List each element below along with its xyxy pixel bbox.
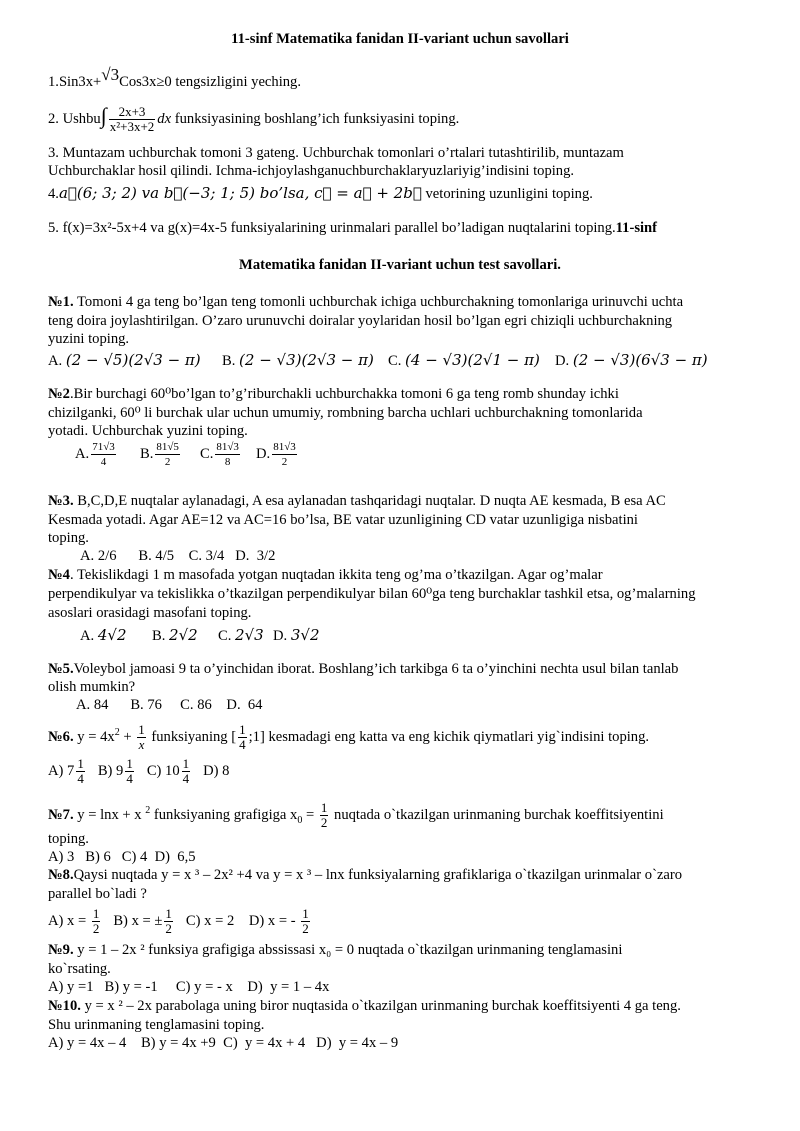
test-6-options: A) 7 $\frac{1}{4}$ B) 9 $\frac{1}{4}$ C) 10 $\frac{1}{4}$ D) 8: [48, 756, 230, 787]
test-4-option-b: B. 2√2: [152, 626, 198, 644]
test-2-line-2: chizilganki, 60⁰ li burchak ular uchun umumiy, rombning barcha uchlari uchburchakning tomonlarida: [48, 405, 643, 421]
test-1-line-1: №1. Tomoni 4 ga teng bo’lgan teng tomonli uchburchak ichiga uchburchakning tomonlariga urinuvchi uchta: [48, 294, 684, 310]
test-9-options: A) y =1 B) y = -1 C) y = - x D) y = 1 – 4x: [48, 979, 330, 995]
test-1-option-b: B. (2 − √3)(2√3 − π): [222, 351, 374, 369]
question-3-line-2: Uchburchaklar hosil qilindi. Ichma-ichjoylashganuchburchaklaryuzlariyig’indisini toping.: [48, 163, 575, 179]
test-4-line-1: №4. Tekislikdagi 1 m masofada yotgan nuqtadan ikkita teng og’ma o’tkazilgan. Agar og’malar: [48, 567, 603, 583]
test-2-option-a: A. $\frac{71√3}{4}$: [75, 441, 115, 468]
test-9-line-2: ko`rsating.: [48, 961, 111, 977]
question-3-line-1: 3. Muntazam uchburchak tomoni 3 gateng. Uchburchak tomonlari o’rtalari tutashtirilib, muntazam: [48, 145, 624, 161]
test-1-option-c: C. (4 − √3)(2√1 − π): [388, 351, 540, 369]
test-8-line-1: №8.Qaysi nuqtada y = x ³ – 2x² +4 va y = x ³ – lnx funksiyalarning grafiklariga o`tkazilgan urinmalar o`zaro: [48, 867, 683, 883]
test-4-line-3: asoslari orasidagi masofani toping.: [48, 605, 252, 621]
test-1-line-2: teng doira joylashtirilgan. O’zaro urunuvchi doiralar yoylaridan hosil bo’lgan egri chiziqli uchburchakning: [48, 313, 673, 329]
test-10-options: A) y = 4x – 4 B) y = 4x +9 C) y = 4x + 4 D) y = 4x – 9: [48, 1035, 399, 1051]
test-8-line-2: parallel bo`ladi ?: [48, 886, 147, 902]
question-2: 2. Ushbu∫ $\frac{2x+3}{\text{x²+3x+2}}$ dx funksiyasining boshlang’ich funksiyasini toping.: [48, 103, 460, 135]
test-7-question: №7. y = lnx + x $^2$ funksiyaning grafigiga $x_0$ = $\frac{1}{2}$ nuqtada o`tkazilgan urinmaning burchak koeffitsiyentini: [48, 800, 664, 831]
test-3-line-3: toping.: [48, 530, 89, 546]
test-3-options: A. 2/6 B. 4/5 C. 3/4 D. 3/2: [80, 548, 276, 564]
test-5-line-1: №5.Voleybol jamoasi 9 ta o’yinchidan iborat. Boshlang’ich tarkibga 6 ta o’yinchini nechta usul bilan tanlab: [48, 661, 679, 677]
test-5-options: A. 84 B. 76 C. 86 D. 64: [76, 697, 263, 713]
test-2-option-d: D. $\frac{81√3}{2}$: [256, 441, 296, 468]
test-4-option-a: A. 4√2: [80, 626, 127, 644]
test-2-option-b: B. $\frac{81√5}{2}$: [140, 441, 179, 468]
test-10-line-2: Shu urinmaning tenglamasini toping.: [48, 1017, 265, 1033]
test-7-line-2: toping.: [48, 831, 89, 847]
test-2-line-3: yotadi. Uchburchak yuzini toping.: [48, 423, 248, 439]
test-7-options: A) 3 B) 6 C) 4 D) 6,5: [48, 849, 196, 865]
test-4-option-d: D. 3√2: [273, 626, 320, 644]
test-2-option-c: C. $\frac{81√3}{8}$: [200, 441, 239, 468]
test-5-line-2: olish mumkin?: [48, 679, 136, 695]
question-4: 4.a⃗(6; 3; 2) va b⃗(−3; 1; 5) bo’lsa, c⃗ = a⃗ + 2b⃗ vetorining uzunligini toping.: [48, 184, 593, 202]
test-1-option-d: D. (2 − √3)(6√3 − π): [555, 351, 708, 369]
test-8-options: A) x = $\frac{1}{2}$ B) x = ± $\frac{1}{2}$ C) x = 2 D) x = - $\frac{1}{2}$: [48, 906, 309, 937]
test-4-option-c: C. 2√3: [218, 626, 264, 644]
test-2-line-1: №2.Bir burchagi 60⁰bo’lgan to’g’riburchakli uchburchakka tomoni 6 ga teng romb shunday ichki: [48, 386, 619, 402]
test-subtitle: Matematika fanidan II-variant uchun test savollari.: [239, 257, 561, 273]
test-3-line-1: №3. B,C,D,E nuqtalar aylanadagi, A esa aylanadan tashqaridagi nuqtalar. D nuqta AE kesmada, B esa AC: [48, 493, 666, 509]
question-1: 1.Sin3x+√3Cos3x≥0 tengsizligini yeching.: [48, 65, 301, 90]
test-4-line-2: perpendikulyar va tekislikka o’tkazilgan perpendikulyar bilan 60⁰ga teng burchaklar tashkil etsa, og’malarning: [48, 586, 696, 602]
test-1-line-3: yuzini toping.: [48, 331, 130, 347]
test-9-line-1: №9. y = 1 – 2x ² funksiya grafigiga abssissasi x₀ = 0 nuqtada o`tkazilgan urinmaning tenglamasini: [48, 942, 623, 958]
test-10-line-1: №10. y = x ² – 2x parabolaga uning biror nuqtasida o`tkazilgan urinmaning burchak koeffitsiyenti 4 ga teng.: [48, 998, 681, 1014]
test-3-line-2: Kesmada yotadi. Agar AE=12 va AC=16 bo’lsa, BE vatar uzunligining CD vatar uzunligiga nisbatini: [48, 512, 638, 528]
test-1-option-a: A. (2 − √5)(2√3 − π): [48, 351, 201, 369]
test-6-question: №6. $y = 4x^2$ + $\frac{1}{x}$ funksiyaning [ $\frac{1}{4}$ ;1] kesmadagi eng katta va eng kichik qiymatlari yig`indisini toping.: [48, 722, 650, 753]
question-5: 5. f(x)=3x²-5x+4 va g(x)=4x-5 funksiyalarining urinmalari parallel bo’ladigan nuqtalarini toping.11-sinf: [48, 220, 658, 236]
page-title: 11-sinf Matematika fanidan II-variant uchun savollari: [231, 31, 569, 47]
